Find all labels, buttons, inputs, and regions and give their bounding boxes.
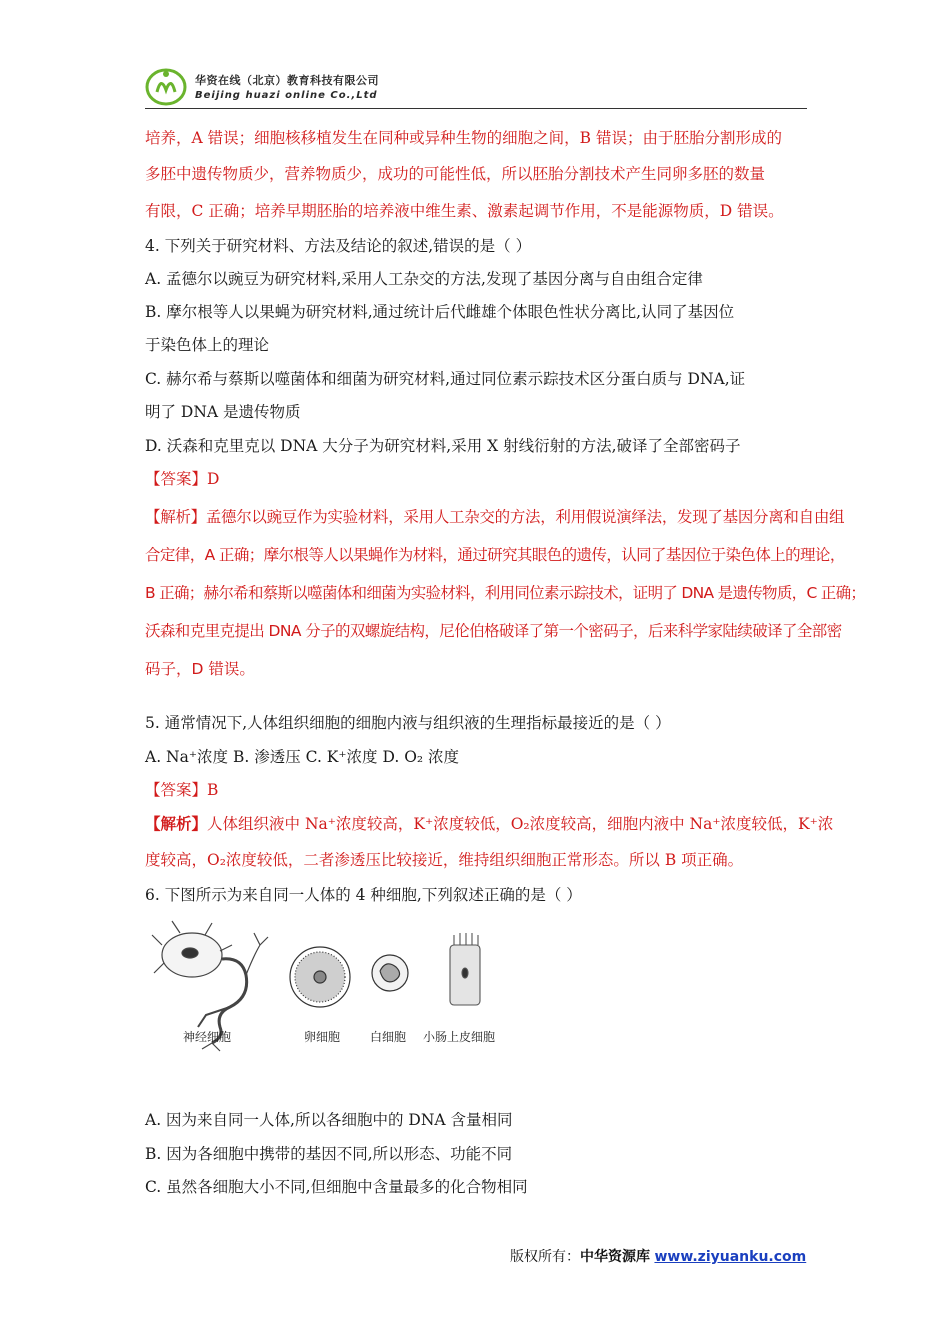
- question-4-analysis-line: 码子，D 错误。: [145, 660, 255, 678]
- question-4-analysis: [145, 507, 844, 527]
- question-4-option-b-cont: 于染色体上的理论: [145, 336, 270, 354]
- label-epithelial-cell: 小肠上皮细胞: [423, 1030, 496, 1044]
- website-link[interactable]: www.ziyuanku.com: [654, 1249, 807, 1265]
- question-4-analysis-line: 合定律，A 正确；摩尔根等人以果蝇作为材料，通过研究其眼色的遗传，认同了基因位于染色体上的理论，: [145, 546, 845, 564]
- page-header: [145, 62, 807, 108]
- analysis-continued-line: 培养，A 错误；细胞核移植发生在同种或异种生物的细胞之间，B 错误；由于胚胎分割形成的: [145, 129, 782, 147]
- analysis-text: 人体组织液中 Na⁺浓度较高，K⁺浓度较低，O₂浓度较高，细胞内液中 Na⁺浓度较低，K⁺浓: [207, 815, 834, 833]
- label-egg-cell: 卵细胞: [304, 1030, 341, 1044]
- copyright-footer: [510, 1246, 806, 1266]
- brand-name: 中华资源库: [580, 1249, 650, 1265]
- copyright-prefix: 版权所有：: [510, 1249, 580, 1265]
- question-4-option-b: B. 摩尔根等人以果蝇为研究材料,通过统计后代雌雄个体眼色性状分离比,认同了基因位: [145, 303, 735, 321]
- analysis-continued-line: 有限，C 正确；培养早期胚胎的培养液中维生素、激素起调节作用，不是能源物质，D 错误。: [145, 202, 784, 220]
- analysis-continued-line: 多胚中遗传物质少，营养物质少，成功的可能性低，所以胚胎分割技术产生同卵多胚的数量: [145, 165, 766, 183]
- answer-value: B: [207, 781, 219, 799]
- question-6-option-b: B. 因为各细胞中携带的基因不同,所以形态、功能不同: [145, 1145, 513, 1163]
- question-5-stem: 5. 通常情况下,人体组织细胞的细胞内液与组织液的生理指标最接近的是（ ）: [145, 714, 671, 732]
- question-4-option-c: C. 赫尔希与蔡斯以噬菌体和细菌为研究材料,通过同位素示踪技术区分蛋白质与 DNA,证: [145, 370, 746, 388]
- analysis-text: 孟德尔以豌豆作为实验材料，采用人工杂交的方法，利用假说演绎法，发现了基因分离和自由组: [205, 508, 845, 526]
- company-name-en: Beijing huazi online Co.,Ltd: [195, 90, 378, 101]
- analysis-tag: 【解析】: [145, 508, 206, 526]
- answer-tag: 【答案】: [145, 781, 208, 799]
- question-4-option-c-cont: 明了 DNA 是遗传物质: [145, 403, 301, 421]
- question-6-stem: 6. 下图所示为来自同一人体的 4 种细胞,下列叙述正确的是（ ）: [145, 886, 582, 904]
- white-blood-cell-drawing: [372, 955, 408, 991]
- header-divider: [145, 108, 807, 109]
- company-logo: [145, 66, 187, 106]
- egg-cell-drawing: [290, 947, 350, 1007]
- question-5-answer: [145, 780, 218, 800]
- label-white-blood-cell: 白细胞: [370, 1030, 407, 1044]
- label-neuron: 神经细胞: [183, 1030, 232, 1044]
- question-4-analysis-line: B 正确；赫尔希和蔡斯以噬菌体和细菌为实验材料，利用同位素示踪技术，证明了 DNA 是遗传物质，C 正确；: [145, 584, 866, 602]
- question-4-stem: 4. 下列关于研究材料、方法及结论的叙述,错误的是（ ）: [145, 237, 532, 255]
- answer-value: D: [207, 470, 220, 488]
- question-4-option-d: D. 沃森和克里克以 DNA 大分子为研究材料,采用 X 射线衍射的方法,破译了全部密码子: [145, 437, 741, 455]
- epithelial-cell-drawing: [450, 933, 480, 1005]
- question-4-answer: [145, 469, 219, 489]
- question-6-option-c: C. 虽然各细胞大小不同,但细胞中含量最多的化合物相同: [145, 1178, 528, 1196]
- question-4-option-a: A. 孟德尔以豌豆为研究材料,采用人工杂交的方法,发现了基因分离与自由组合定律: [145, 270, 703, 288]
- question-5-options: A. Na⁺浓度 B. 渗透压 C. K⁺浓度 D. O₂ 浓度: [145, 748, 460, 766]
- answer-tag: 【答案】: [145, 470, 208, 488]
- analysis-tag: 【解析】: [145, 814, 208, 833]
- company-name-cn: 华资在线（北京）教育科技有限公司: [195, 74, 379, 87]
- question-5-analysis-line: 度较高，O₂浓度较低，二者渗透压比较接近，维持组织细胞正常形态。所以 B 项正确。: [145, 851, 744, 869]
- question-6-option-a: A. 因为来自同一人体,所以各细胞中的 DNA 含量相同: [145, 1111, 513, 1129]
- question-4-analysis-line: 沃森和克里克提出 DNA 分子的双螺旋结构，尼伦伯格破译了第一个密码子，后来科学家陆续破译了全部密: [145, 622, 842, 640]
- question-5-analysis: [145, 814, 833, 834]
